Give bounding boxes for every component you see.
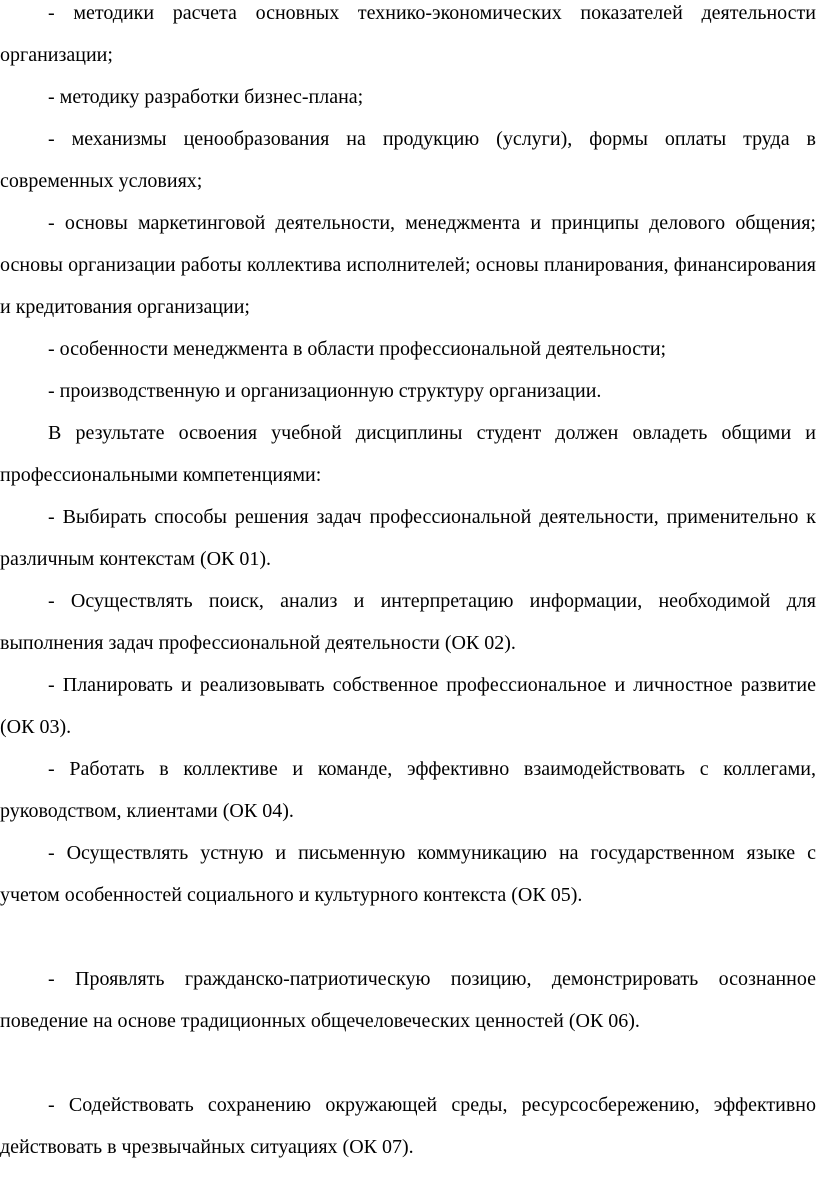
paragraph-12: - Осуществлять устную и письменную коммуникацию на государственном языке с учетом особенностей социального и культурного контекста (ОК 05).	[0, 842, 816, 906]
paragraph-4: - основы маркетинговой деятельности, менеджмента и принципы делового общения; основы организации работы коллектива исполнителей; основы планирования, финансирования и кредитования организации;	[0, 212, 816, 318]
paragraph-14: - Содействовать сохранению окружающей среды, ресурсосбережению, эффективно действовать в чрезвычайных ситуациях (ОК 07).	[0, 1094, 816, 1158]
paragraph-3: - механизмы ценообразования на продукцию (услуги), формы оплаты труда в современных условиях;	[0, 128, 816, 192]
paragraph-13: - Проявлять гражданско-патриотическую позицию, демонстрировать осознанное поведение на основе традиционных общечеловеческих ценностей (ОК 06).	[0, 968, 816, 1032]
paragraph-6: - производственную и организационную структуру организации.	[48, 380, 602, 402]
paragraph-7: В результате освоения учебной дисциплины студент должен овладеть общими и профессиональными компетенциями:	[0, 422, 816, 486]
paragraph-5: - особенности менеджмента в области профессиональной деятельности;	[48, 338, 667, 360]
paragraph-2: - методику разработки бизнес-плана;	[48, 86, 364, 108]
paragraph-9: - Осуществлять поиск, анализ и интерпретацию информации, необходимой для выполнения задач профессиональной деятельности (ОК 02).	[0, 590, 816, 654]
paragraph-1: - методики расчета основных технико-экономических показателей деятельности организации;	[0, 2, 816, 66]
paragraph-10: - Планировать и реализовывать собственное профессиональное и личностное развитие (ОК 03).	[0, 674, 816, 738]
paragraph-8: - Выбирать способы решения задач профессиональной деятельности, применительно к различным контекстам (ОК 01).	[0, 506, 816, 570]
paragraph-11: - Работать в коллективе и команде, эффективно взаимодействовать с коллегами, руководством, клиентами (ОК 04).	[0, 758, 816, 822]
